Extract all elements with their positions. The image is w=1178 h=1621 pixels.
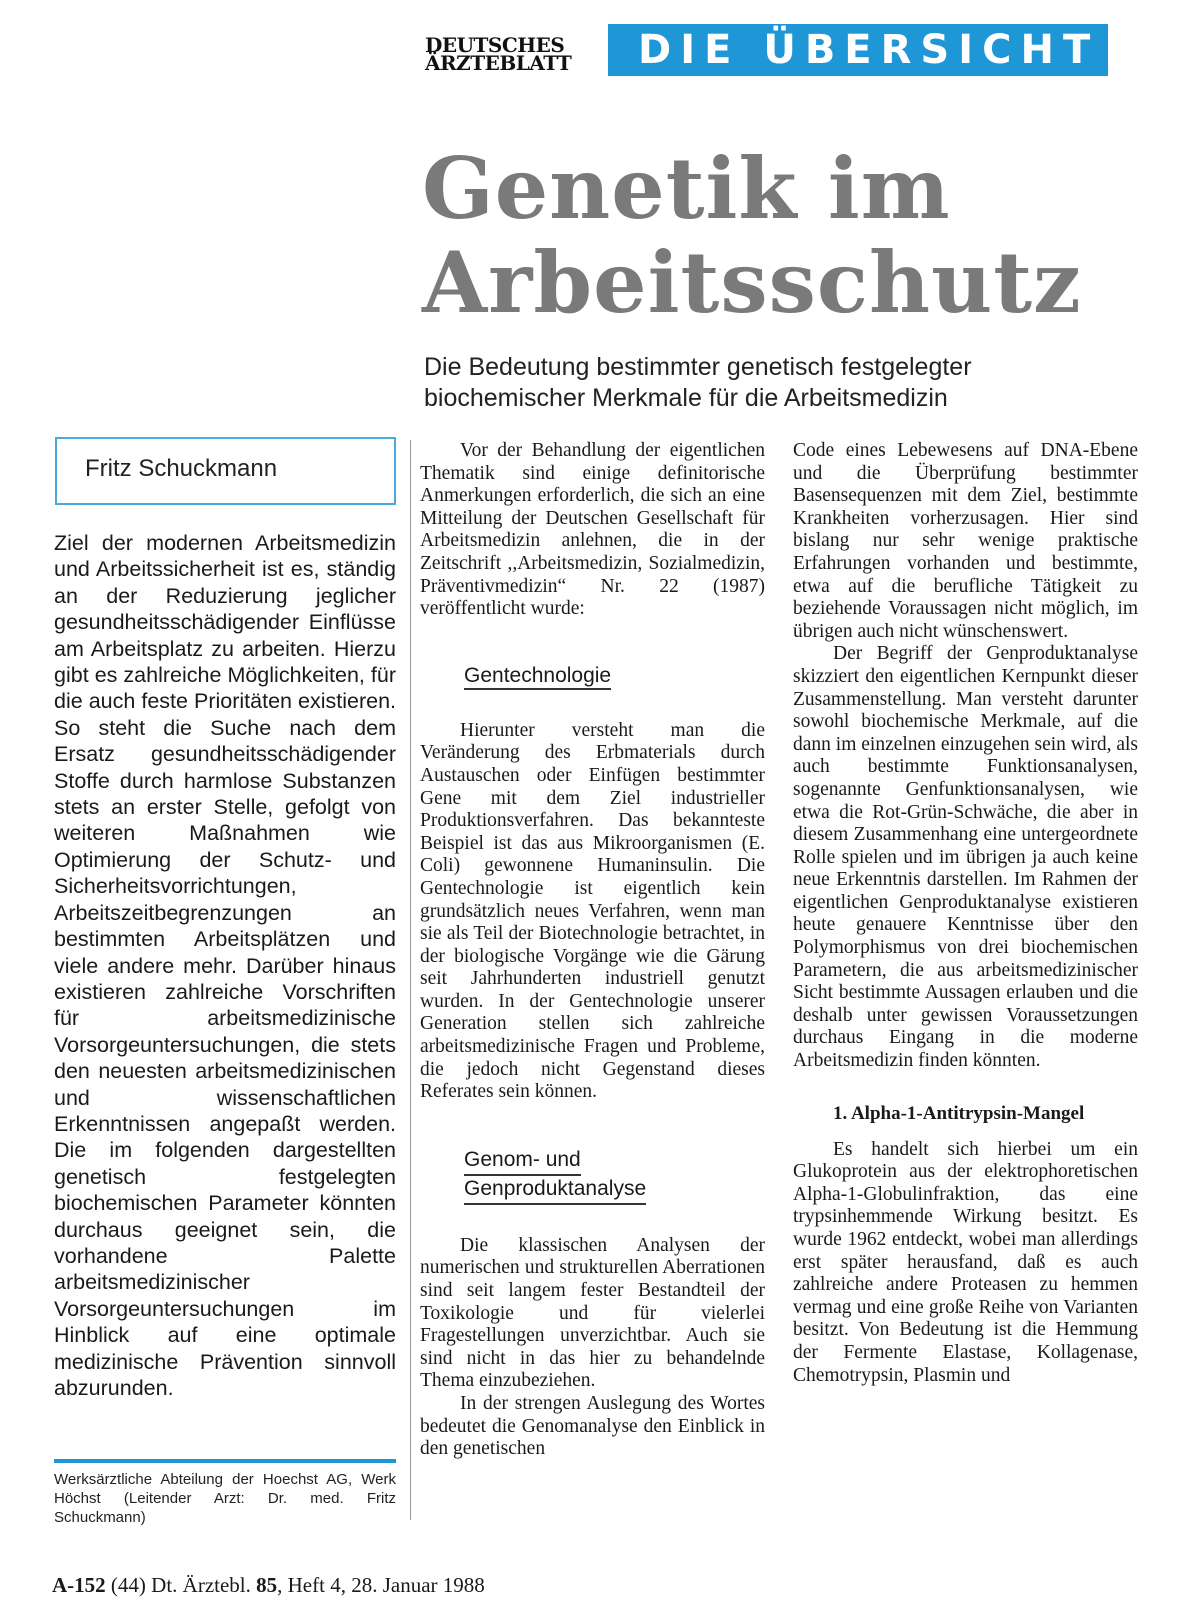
author-affiliation: Werksärztliche Abteilung der Hoechst AG, Werk Höchst (Leitender Arzt: Dr. med. Fritz Schuckmann)	[54, 1471, 396, 1526]
heading-gentechnologie-text: Gentechnologie	[464, 664, 611, 690]
abstract-text: Ziel der modernen Arbeitsmedizin und Arbeitssicherheit ist es, ständig an der Reduzierung jeglicher gesundheitsschädigender Einflüsse am Arbeitsplatz zu arbeiten. Hierzu gibt es zahlreiche Möglichkeiten, für die auch feste Prioritäten existieren. So steht die Suche nach dem Ersatz gesundheitsschädigender Stoffe durch harmlose Substanzen stets an erster Stelle, gefolgt von weiteren Maßnahmen wie Optimierung der Schutz- und Sicherheitsvorrichtungen, Arbeitszeitbegrenzungen an bestimmten Arbeitsplätzen und viele andere mehr. Darüber hinaus existieren zahlreiche Vorschriften für arbeitsmedizinische Vorsorgeuntersuchungen, die stets den neuesten arbeitsmedizinischen und wissenschaftlichen Erkenntnissen angepaßt werden. Die im folgenden dargestellten genetisch festgelegten biochemischen Parameter könnten durchaus geeignet sein, die vorhandene Palette arbeitsmedizinischer Vorsorgeuntersuchungen im Hinblick auf eine optimale medizinische Prävention sinnvoll abzurunden.	[54, 531, 396, 1400]
affiliation-divider	[54, 1459, 396, 1463]
body-column-3	[793, 440, 1138, 1387]
genproduktanalyse-paragraph: Der Begriff der Genproduktanalyse skizziert den eigentlichen Kernpunkt dieser Zusammenstellung. Man versteht darunter sowohl biochemische Merkmale, auf die dann im einzelnen einzugehen sein wird, als auch bestimmte Funktionsanalysen, sogenannte Genfunktionsanalysen, wie etwa die Rot-Grün-Schwäche, die aber in diesem Zusammenhang eine untergeordnete Rolle spielen und im übrigen ja auch keine neue Erkenntnis darstellen. Im Rahmen der eigentlichen Genproduktanalyse existieren heute genauere Kenntnisse über den Polymorphismus von drei biochemischen Parametern, die aus arbeitsmedizinischer Sicht bestimmte Aussagen erlauben und die deshalb unter gewissen Voraussetzungen durchaus Eingang in die moderne Arbeitsmedizin finden könnten.	[793, 643, 1138, 1072]
heading-genom-line2: Genproduktanalyse	[464, 1176, 646, 1205]
page-number: A-152	[52, 1573, 106, 1597]
dna-paragraph: Code eines Lebewesens auf DNA-Ebene und die Überprüfung bestimmter Basensequenzen mit dem Ziel, bestimmte Krankheiten vorherzusagen. Hier sind bislang nur sehr wenige praktische Erfahrungen vorhanden und bestimmte, etwa auf die berufliche Tätigkeit zu beziehende Voraussagen nicht möglich, im übrigen auch nicht wünschenswert.	[793, 440, 1138, 642]
column-separator	[410, 440, 411, 1520]
title-line2: Arbeitsschutz	[422, 233, 1082, 332]
title-line1: Genetik im	[422, 139, 951, 238]
masthead-line2: ÄRZTEBLATT	[425, 51, 572, 75]
body-column-2	[420, 440, 765, 1461]
author-name: Fritz Schuckmann	[85, 455, 278, 482]
section-banner: DIE ÜBERSICHT	[608, 24, 1108, 76]
page-footer	[52, 1573, 485, 1598]
section-heading-genomanalyse	[464, 1147, 765, 1205]
heading-genom-line1: Genom- und	[464, 1147, 581, 1176]
genomanalyse-paragraph: Die klassischen Analysen der numerischen und strukturellen Aberrationen sind seit langem fester Bestandteil der Toxikologie und für vielerlei Fragestellungen unverzichtbar. Auch sie sind nicht in das hier zu behandelnde Thema einzubeziehen.	[420, 1234, 765, 1392]
section-heading-gentechnologie	[464, 664, 765, 688]
abstract	[54, 530, 396, 1401]
footer-date: , Heft 4, 28. Januar 1988	[277, 1573, 485, 1597]
masthead-line1: DEUTSCHES	[425, 33, 565, 57]
intro-paragraph: Vor der Behandlung der eigentlichen Thematik sind einige definitorische Anmerkungen erforderlich, die sich an eine Mitteilung der Deutschen Gesellschaft für Arbeitsmedizin anlehnen, die in der Zeitschrift ,,Arbeitsmedizin, Sozialmedizin, Präventivmedizin“ Nr. 22 (1987) veröffentlicht wurde:	[420, 440, 765, 620]
footer-issue: (44) Dt. Ärztebl.	[110, 1573, 251, 1597]
article-subtitle	[424, 352, 1164, 414]
journal-masthead	[425, 33, 600, 75]
article-title	[422, 139, 1162, 332]
author-box	[55, 437, 396, 505]
subtitle-line1: Die Bedeutung bestimmter genetisch festgelegter	[424, 353, 972, 381]
gentechnologie-paragraph: Hierunter versteht man die Veränderung des Erbmaterials durch Austauschen oder Einfügen bestimmter Gene mit dem Ziel industrieller Produktionsverfahren. Das bekannteste Beispiel ist das aus Mikroorganismen (E. Coli) gewonnene Humaninsulin. Die Gentechnologie ist eigentlich kein grundsätzlich neues Verfahren, wenn man sie als Teil der Biotechnologie betrachtet, in der biologische Vorgänge wie die Gärung seit Jahrhunderten industriell genutzt wurden. In der Gentechnologie unserer Generation stellen sich zahlreiche arbeitsmedizinische Fragen und Probleme, die jedoch nicht Gegenstand dieses Referates sein können.	[420, 719, 765, 1103]
section-heading-alpha1: 1. Alpha-1-Antitrypsin-Mangel	[833, 1102, 1085, 1124]
alpha1-paragraph: Es handelt sich hierbei um ein Glukoprotein aus der elektrophoretischen Alpha-1-Globulinfraktion, das eine trypsinhemmende Wirkung besitzt. Es wurde 1962 entdeckt, wobei man allerdings erst später herausfand, daß es auch zahlreiche andere Proteasen zu hemmen vermag und eine große Reihe von Varianten besitzt. Von Bedeutung ist die Hemmung der Fermente Elastase, Kollagenase, Chemotrypsin, Plasmin und	[793, 1138, 1138, 1386]
subtitle-line2: biochemischer Merkmale für die Arbeitsmedizin	[424, 384, 948, 412]
footer-volume: 85	[256, 1573, 278, 1597]
genomanalyse-paragraph-2: In der strengen Auslegung des Wortes bedeutet die Genomanalyse den Einblick in den genetischen	[420, 1393, 765, 1460]
